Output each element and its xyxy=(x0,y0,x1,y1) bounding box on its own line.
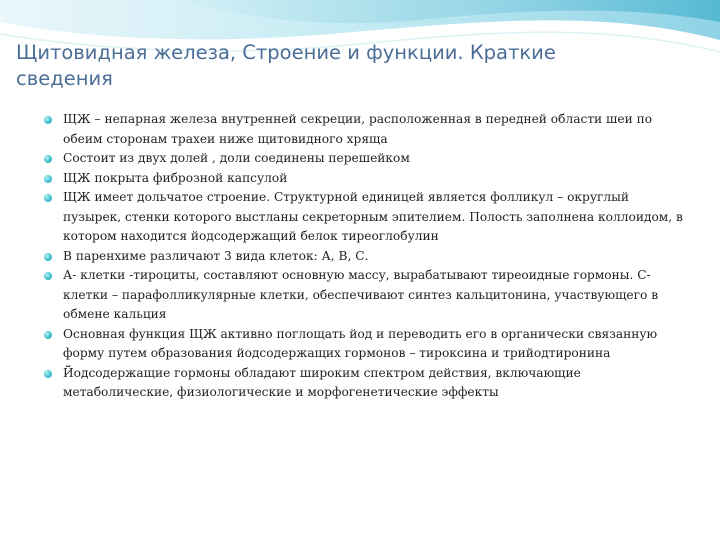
bullet-text: ЩЖ – непарная железа внутренней секреции, расположенная в передней области шеи по обеим сторонам трахеи ниже щитовидного хряща xyxy=(63,112,653,146)
bullet-text: А- клетки -тироциты, составляют основную массу, вырабатывают тиреоидные гормоны. С-клетки – парафолликулярные клетки, обеспечивают синтез кальцитонина, участвующего в обмене кальция xyxy=(63,268,659,321)
bullet-text: В паренхиме различают 3 вида клеток: А, В, С. xyxy=(63,248,369,263)
bullet-icon xyxy=(44,175,52,183)
bullet-icon xyxy=(44,155,52,163)
slide-title: Щитовидная железа, Строение и функции. Краткие сведения xyxy=(16,41,556,90)
list-item xyxy=(44,169,684,189)
list-item xyxy=(44,149,684,169)
bullet-text: ЩЖ покрыта фиброзной капсулой xyxy=(63,170,288,185)
list-item xyxy=(44,325,684,364)
list-item xyxy=(44,110,684,149)
bullet-icon xyxy=(44,370,52,378)
bullet-text: Состоит из двух долей , доли соединены перешейком xyxy=(63,151,410,165)
bullet-icon xyxy=(44,116,52,124)
list-item xyxy=(44,188,684,247)
bullet-icon xyxy=(44,253,52,261)
bullet-icon xyxy=(44,331,52,339)
list-item xyxy=(44,247,684,267)
list-item xyxy=(44,364,684,403)
bullet-text: Йодсодержащие гормоны обладают широким спектром действия, включающие метаболические, физиологические и морфогенетические эффекты xyxy=(63,365,581,399)
bullet-text: Основная функция ЩЖ активно поглощать йод и переводить его в органически связанную форму путем образования йодсодержащих гормонов – тироксина и трийодтиронина xyxy=(63,326,658,360)
bullet-icon xyxy=(44,272,52,280)
bullet-text: ЩЖ имеет дольчатое строение. Структурной единицей является фолликул – округлый пузырек, стенки которого выстланы секреторным эпителием. Полость заполнена коллоидом, в котором находится йодсодержащий белок тиреоглобулин xyxy=(63,190,683,243)
bullet-icon xyxy=(44,194,52,202)
bullet-list xyxy=(44,110,684,403)
list-item xyxy=(44,266,684,325)
